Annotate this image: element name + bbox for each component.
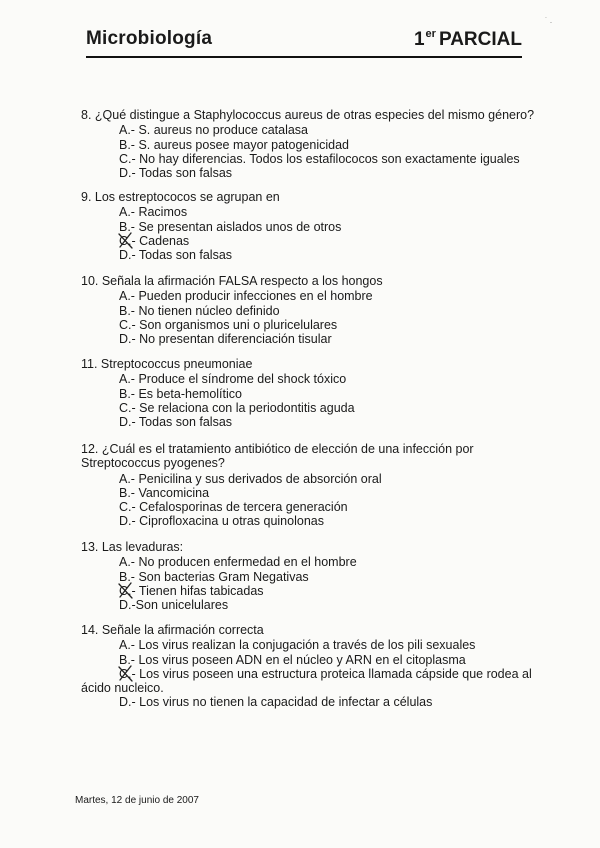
option-b: B.- Es beta-hemolítico [119, 386, 242, 401]
question-text: 11. Streptococcus pneumoniae [81, 357, 253, 371]
option-b: B.- Se presentan aislados unos de otros [119, 219, 342, 234]
option-a: A.- Pueden producir infecciones en el hombre [119, 289, 373, 304]
options-list [81, 123, 541, 180]
option-a: A.- No producen enfermedad en el hombre [119, 555, 357, 570]
option-c-marked [81, 584, 541, 598]
option-d: D.- Ciprofloxacina u otras quinolonas [119, 514, 324, 529]
option-b: B.- No tienen núcleo definido [119, 303, 280, 318]
option-c: C.- Se relaciona con la periodontitis aguda [119, 400, 355, 415]
option-a: A.- Produce el síndrome del shock tóxico [119, 372, 347, 387]
question-10 [81, 274, 541, 346]
option-a: A.- Racimos [119, 205, 188, 220]
options-list [81, 372, 541, 429]
exam-ordinal: er [425, 28, 436, 40]
option-b: B.- S. aureus posee mayor patogenicidad [119, 137, 349, 152]
option-a: A.- Los virus realizan la conjugación a través de los pili sexuales [119, 638, 476, 653]
question-13 [81, 540, 541, 612]
question-14 [81, 623, 541, 710]
option-a: A.- S. aureus no produce catalasa [119, 123, 309, 138]
option-d: D.-Son unicelulares [119, 598, 229, 613]
option-c: C.- Los virus poseen una estructura proteica llamada cápside que rodea al [119, 666, 532, 681]
subject-title: Microbiología [86, 28, 213, 49]
exam-title [414, 28, 522, 51]
option-d: D.- Todas son falsas [119, 248, 233, 263]
exam-label: PARCIAL [438, 29, 522, 50]
question-8 [81, 108, 541, 180]
question-text-line2: Streptococcus pyogenes? [81, 456, 225, 471]
option-c: C.- Cadenas [119, 233, 190, 248]
page-header [86, 28, 522, 58]
question-11 [81, 357, 541, 429]
options-list [81, 289, 541, 346]
option-b: B.- Los virus poseen ADN en el núcleo y ARN en el citoplasma [119, 652, 466, 667]
question-9 [81, 190, 541, 262]
question-text: 14. Señale la afirmación correcta [81, 623, 264, 637]
option-d: D.- Los virus no tienen la capacidad de infectar a células [119, 695, 433, 710]
option-b: B.- Vancomicina [119, 485, 210, 500]
option-c: C.- Son organismos uni o pluricelulares [119, 317, 338, 332]
option-c-marked [81, 234, 541, 248]
option-b: B.- Son bacterias Gram Negativas [119, 569, 309, 584]
option-d: D.- Todas son falsas [119, 415, 233, 430]
footer-date: Martes, 12 de junio de 2007 [75, 795, 199, 806]
option-a: A.- Penicilina y sus derivados de absorción oral [119, 471, 382, 486]
question-text: 9. Los estreptococos se agrupan en [81, 190, 280, 204]
option-c: C.- Tienen hifas tabicadas [119, 583, 264, 598]
question-12 [81, 442, 541, 529]
question-text-line1: 12. ¿Cuál es el tratamiento antibiótico de elección de una infección por [81, 442, 474, 456]
option-d: D.- Todas son falsas [119, 166, 233, 181]
option-d: D.- No presentan diferenciación tisular [119, 332, 332, 347]
option-c: C.- No hay diferencias. Todos los estafilococos son exactamente iguales [119, 151, 520, 166]
options-list [81, 638, 541, 709]
scan-speck: ˙ . [545, 16, 553, 25]
question-text: 13. Las levaduras: [81, 540, 184, 554]
options-list [81, 205, 541, 262]
option-c-marked [81, 667, 541, 696]
options-list [81, 555, 541, 612]
options-list [81, 472, 541, 529]
question-text: 10. Señala la afirmación FALSA respecto a los hongos [81, 274, 383, 288]
option-c-continuation: ácido nucleico. [81, 681, 164, 696]
exam-number: 1 [413, 29, 425, 50]
question-text: 8. ¿Qué distingue a Staphylococcus aureus de otras especies del mismo género? [81, 108, 535, 122]
option-c: C.- Cefalosporinas de tercera generación [119, 500, 348, 515]
